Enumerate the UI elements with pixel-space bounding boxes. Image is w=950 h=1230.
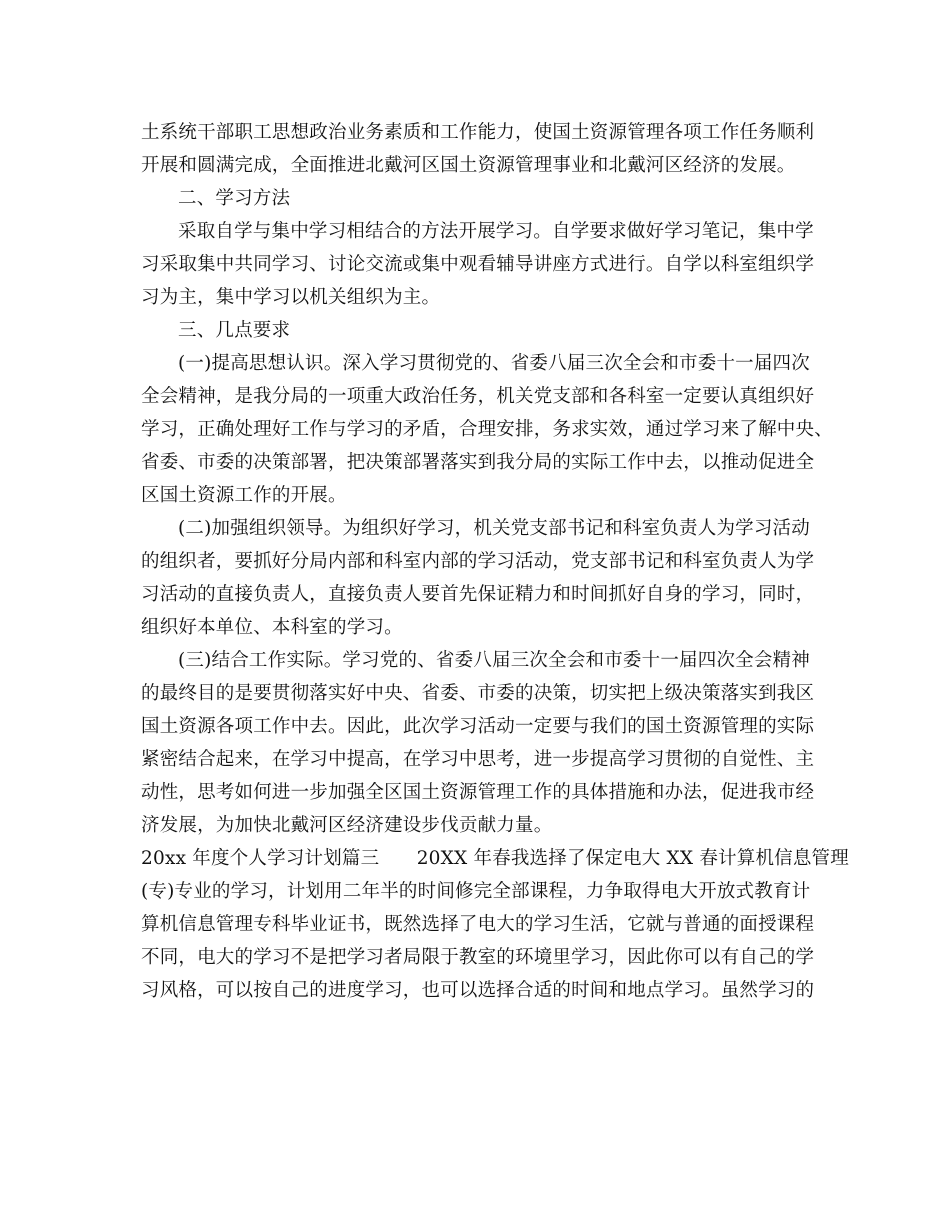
- text-line: 的最终目的是要贯彻落实好中央、省委、市委的决策，切实把上级决策落实到我区: [141, 683, 815, 704]
- text-line: 习风格，可以按自己的进度学习，也可以选择合适的时间和地点学习。虽然学习的: [141, 980, 815, 1001]
- text-line: (一)提高思想认识。深入学习贯彻党的、省委八届三次全会和市委十一届四次: [178, 353, 810, 374]
- text-line: (二)加强组织领导。为组织好学习，机关党支部书记和科室负责人为学习活动: [178, 518, 810, 539]
- text-line: 省委、市委的决策部署，把决策部署落实到我分局的实际工作中去，以推动促进全: [141, 452, 815, 473]
- text-line: 济发展，为加快北戴河区经济建设步伐贡献力量。: [141, 815, 553, 836]
- section-title-line: 20xx 年度个人学习计划篇三 20XX 年春我选择了保定电大 XX 春计算机信息管理: [141, 848, 849, 869]
- text-line: 区国土资源工作的开展。: [141, 485, 347, 506]
- text-line: 组织好本单位、本科室的学习。: [141, 617, 403, 638]
- text-line: (专)专业的学习，计划用二年半的时间修完全部课程，力争取得电大开放式教育计: [141, 881, 811, 902]
- text-line: 不同，电大的学习不是把学习者局限于教室的环境里学习，因此你可以有自己的学: [141, 947, 815, 968]
- text-line: 土系统干部职工思想政治业务素质和工作能力，使国土资源管理各项工作任务顺利: [141, 122, 815, 143]
- text-line: 习为主，集中学习以机关组织为主。: [141, 287, 441, 308]
- text-line: 学习，正确处理好工作与学习的矛盾，合理安排，务求实效，通过学习来了解中央、: [141, 419, 833, 440]
- text-line: (三)结合工作实际。学习党的、省委八届三次全会和市委十一届四次全会精神: [178, 650, 810, 671]
- text-line: 采取自学与集中学习相结合的方法开展学习。自学要求做好学习笔记，集中学: [178, 221, 814, 242]
- document-body: [141, 116, 849, 1007]
- text-line: 的组织者，要抓好分局内部和科室内部的学习活动，党支部书记和科室负责人为学: [141, 551, 815, 572]
- text-line: 全会精神，是我分局的一项重大政治任务，机关党支部和各科室一定要认真组织好: [141, 386, 815, 407]
- text-line: 习采取集中共同学习、讨论交流或集中观看辅导讲座方式进行。自学以科室组织学: [141, 254, 815, 275]
- section-heading: 二、学习方法: [178, 188, 291, 209]
- text-line: 动性，思考如何进一步加强全区国土资源管理工作的具体措施和办法，促进我市经: [141, 782, 815, 803]
- text-line: 紧密结合起来，在学习中提高，在学习中思考，进一步提高学习贯彻的自觉性、主: [141, 749, 815, 770]
- text-line: 开展和圆满完成，全面推进北戴河区国土资源管理事业和北戴河区经济的发展。: [141, 155, 796, 176]
- section-heading: 三、几点要求: [178, 320, 291, 341]
- text-line: 习活动的直接负责人，直接负责人要首先保证精力和时间抓好自身的学习，同时，: [141, 584, 815, 605]
- text-line: 算机信息管理专科毕业证书，既然选择了电大的学习生活，它就与普通的面授课程: [141, 914, 815, 935]
- text-line: 国土资源各项工作中去。因此，此次学习活动一定要与我们的国土资源管理的实际: [141, 716, 815, 737]
